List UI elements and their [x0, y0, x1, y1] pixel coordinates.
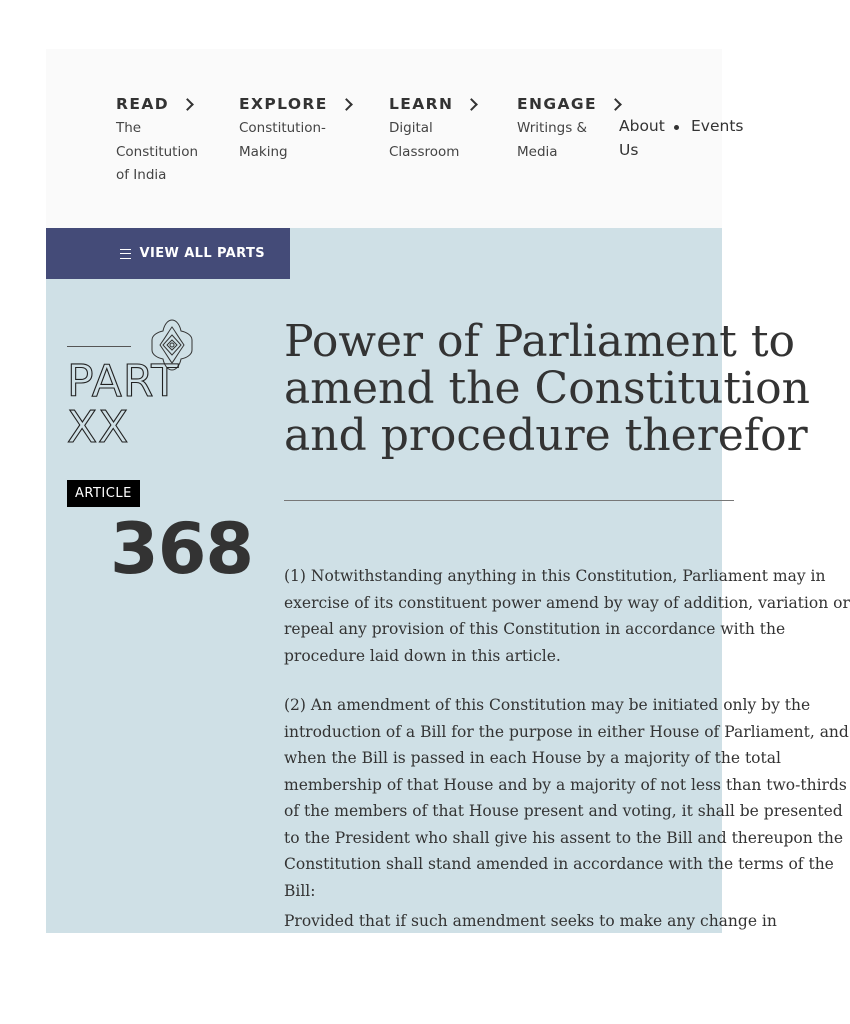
page-frame [46, 49, 850, 933]
clause-2: (2) An amendment of this Constitution may be initiated only by the introduction of a Bill for the purpose in either House of Parliament, and when the Bill is passed in each House by a majority of the total membership of that House and by a majority of not less than two-thirds of the members of that House present and voting, it shall be presented to the President who shall give his assent to the Bill and thereupon the Constitution shall stand amended in accordance with the terms of the Bill: [284, 696, 849, 900]
utility-links [619, 115, 743, 162]
menu-icon [120, 249, 131, 259]
chevron-right-icon [466, 98, 479, 111]
chevron-right-icon [340, 98, 353, 111]
nav-read-title[interactable]: READ [116, 93, 206, 115]
nav-engage[interactable] [517, 93, 620, 164]
events-link[interactable]: Events [691, 117, 744, 135]
nav-explore-subtitle[interactable]: Constitution-Making [239, 120, 326, 160]
part-divider [67, 346, 131, 347]
nav-learn-subtitle[interactable]: Digital Classroom [389, 120, 460, 160]
nav-explore-title[interactable]: EXPLORE [239, 93, 351, 115]
separator-dot-icon [674, 125, 679, 130]
view-all-parts-button[interactable]: VIEW ALL PARTS [46, 228, 290, 279]
proviso-partial: Provided that if such amendment seeks to make any change in [284, 912, 777, 930]
nav-explore[interactable] [239, 93, 351, 164]
nav-read-subtitle[interactable]: The Constitution of India [116, 120, 199, 183]
nav-learn-title[interactable]: LEARN [389, 93, 476, 115]
chevron-right-icon [181, 98, 194, 111]
title-divider [284, 500, 734, 501]
nav-engage-title[interactable]: ENGAGE [517, 93, 620, 115]
chevron-right-icon [609, 98, 622, 111]
about-us-link[interactable]: About Us [619, 117, 665, 159]
top-navigation [46, 49, 744, 228]
nav-read[interactable] [116, 93, 206, 188]
nav-engage-subtitle[interactable]: Writings & Media [517, 120, 588, 160]
article-title: Power of Parliament to amend the Constitution and procedure therefor [284, 316, 810, 461]
article-content [46, 228, 850, 933]
part-label: PART XX [67, 356, 180, 453]
nav-learn[interactable] [389, 93, 476, 164]
article-badge: ARTICLE [67, 480, 140, 507]
article-number: 368 [110, 508, 254, 590]
clause-1: (1) Notwithstanding anything in this Constitution, Parliament may in exercise of its constituent power amend by way of addition, variation or repeal any provision of this Constitution in accordance with the procedure laid down in this article. [284, 567, 850, 665]
